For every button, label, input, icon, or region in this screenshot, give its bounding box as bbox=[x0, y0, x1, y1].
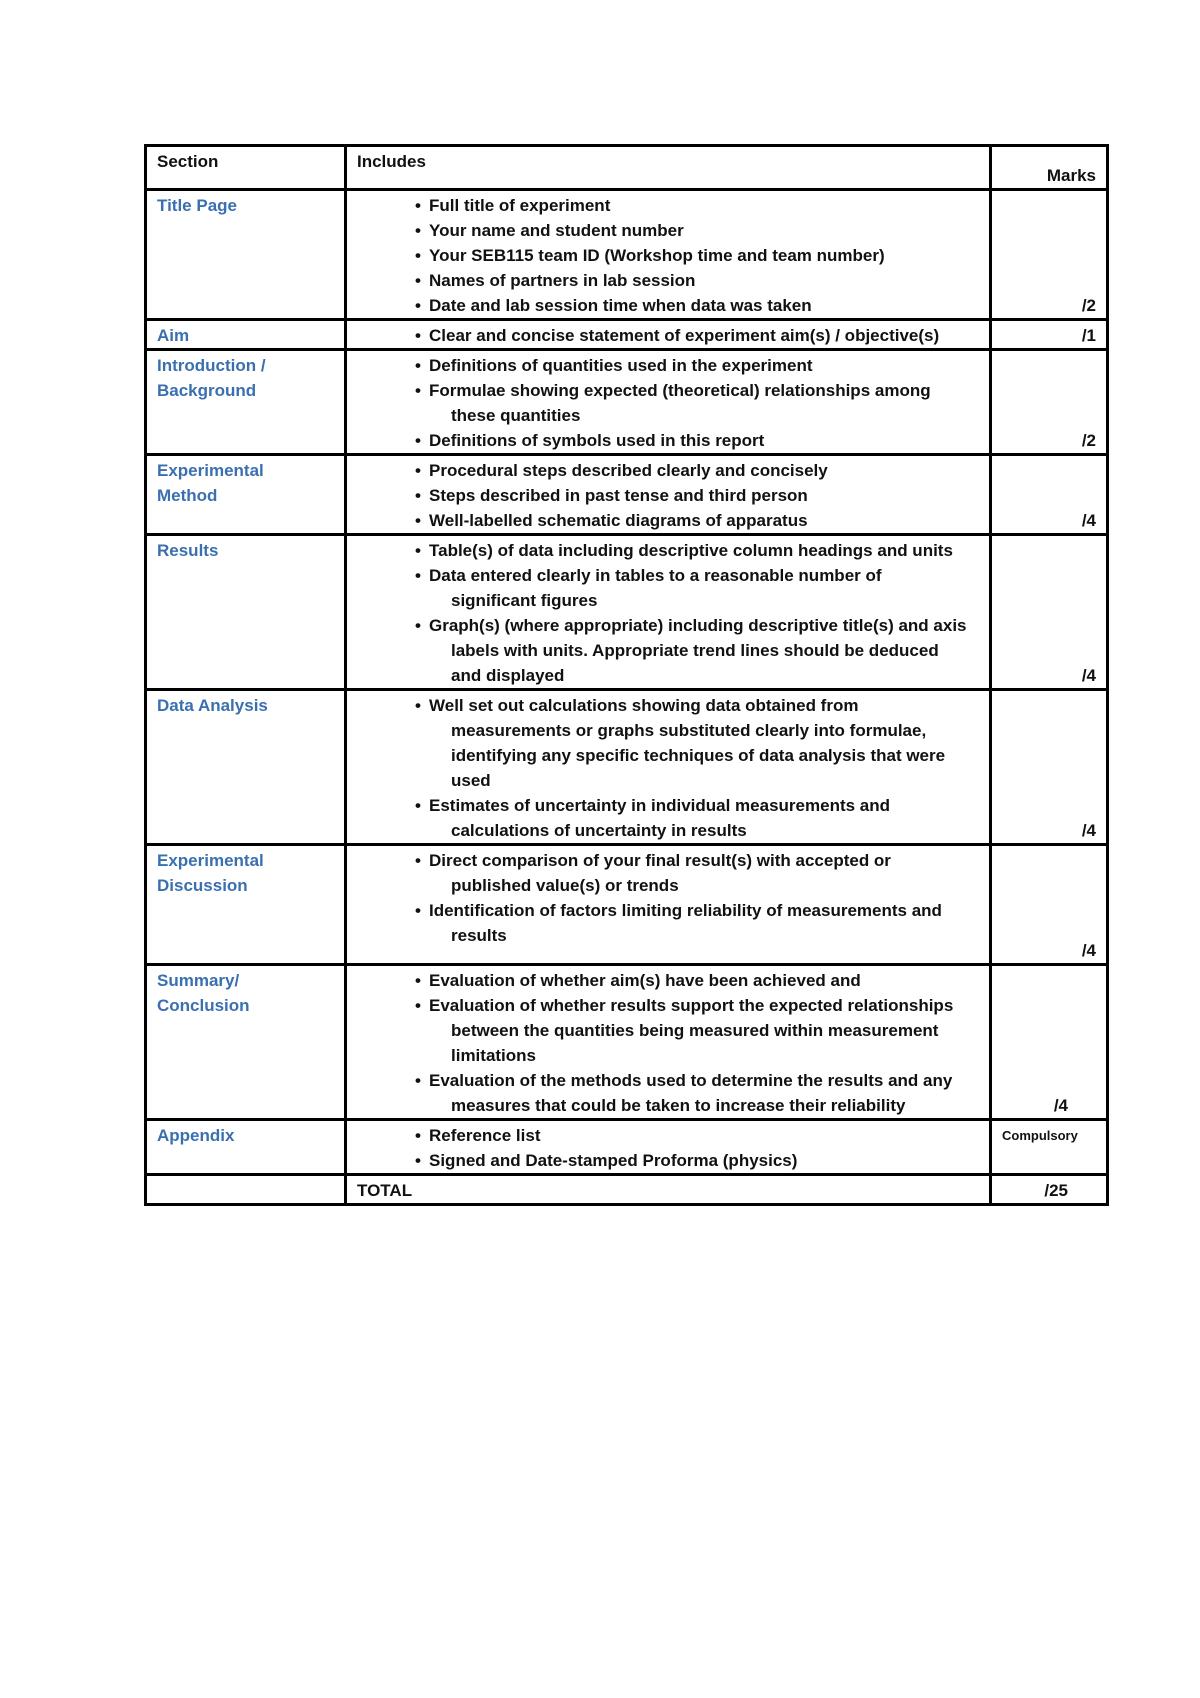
includes-list bbox=[357, 538, 981, 688]
includes-cell bbox=[346, 965, 991, 1120]
total-marks: /25 bbox=[1044, 1181, 1068, 1200]
bullet-icon: • bbox=[415, 246, 421, 265]
total-label: TOTAL bbox=[346, 1175, 991, 1205]
rubric-row bbox=[146, 690, 1108, 845]
list-item bbox=[415, 458, 981, 483]
bullet-icon: • bbox=[415, 796, 421, 815]
section-name: Title Page bbox=[146, 190, 346, 320]
section-name: Aim bbox=[146, 320, 346, 350]
list-item-text: and displayed bbox=[451, 666, 565, 685]
list-item bbox=[415, 508, 981, 533]
marks-value: /1 bbox=[1081, 326, 1096, 345]
list-item-text: measures that could be taken to increase their reliability bbox=[451, 1096, 906, 1115]
total-row bbox=[146, 1175, 1108, 1205]
includes-list bbox=[357, 193, 981, 318]
bullet-icon: • bbox=[415, 221, 421, 240]
marks-value: /2 bbox=[1081, 431, 1096, 450]
list-item bbox=[415, 968, 981, 993]
bullet-icon: • bbox=[415, 511, 421, 530]
section-name: Appendix bbox=[146, 1120, 346, 1175]
list-item-text: Table(s) of data including descriptive column headings and units bbox=[429, 541, 953, 560]
section-name: Experimental Method bbox=[146, 455, 346, 535]
marks-value: Compulsory bbox=[1002, 1128, 1078, 1143]
includes-cell bbox=[346, 455, 991, 535]
bullet-icon: • bbox=[415, 356, 421, 375]
rubric-row bbox=[146, 1120, 1108, 1175]
includes-cell bbox=[346, 1120, 991, 1175]
includes-list bbox=[357, 323, 981, 348]
rubric-row bbox=[146, 320, 1108, 350]
bullet-icon: • bbox=[415, 616, 421, 635]
list-item bbox=[415, 1148, 981, 1173]
marks-value: /4 bbox=[1053, 1096, 1068, 1115]
list-item-text: Identification of factors limiting reliability of measurements and bbox=[429, 901, 942, 920]
list-item-text: identifying any specific techniques of data analysis that were bbox=[451, 746, 946, 765]
list-item bbox=[415, 793, 981, 843]
list-item bbox=[415, 353, 981, 378]
includes-list bbox=[357, 1123, 981, 1173]
list-item-text: Your name and student number bbox=[429, 221, 684, 240]
includes-cell bbox=[346, 535, 991, 690]
list-item bbox=[415, 898, 981, 948]
list-item bbox=[415, 693, 981, 793]
list-item-text: calculations of uncertainty in results bbox=[451, 821, 747, 840]
bullet-icon: • bbox=[415, 486, 421, 505]
list-item bbox=[415, 538, 981, 563]
bullet-icon: • bbox=[415, 1126, 421, 1145]
rubric-row bbox=[146, 535, 1108, 690]
list-item-text: Reference list bbox=[429, 1126, 541, 1145]
section-name: Introduction / Background bbox=[146, 350, 346, 455]
section-name: Results bbox=[146, 535, 346, 690]
list-item-text: used bbox=[451, 771, 491, 790]
list-item-text: labels with units. Appropriate trend lines should be deduced bbox=[451, 641, 939, 660]
includes-cell bbox=[346, 320, 991, 350]
list-item bbox=[415, 613, 981, 688]
list-item-text: these quantities bbox=[451, 406, 581, 425]
marks-cell bbox=[991, 535, 1108, 690]
list-item bbox=[415, 378, 981, 428]
list-item-text: results bbox=[451, 926, 507, 945]
marks-value: /4 bbox=[1081, 821, 1096, 840]
list-item bbox=[415, 483, 981, 508]
list-item-text: Data entered clearly in tables to a reasonable number of bbox=[429, 566, 882, 585]
list-item bbox=[415, 848, 981, 898]
marks-value: /2 bbox=[1081, 296, 1096, 315]
marks-cell bbox=[991, 965, 1108, 1120]
bullet-icon: • bbox=[415, 971, 421, 990]
rubric-row bbox=[146, 190, 1108, 320]
list-item bbox=[415, 563, 981, 613]
list-item-text: Definitions of symbols used in this report bbox=[429, 431, 765, 450]
section-name: Summary/ Conclusion bbox=[146, 965, 346, 1120]
header-section: Section bbox=[146, 146, 346, 190]
includes-list bbox=[357, 458, 981, 533]
bullet-icon: • bbox=[415, 566, 421, 585]
marks-cell bbox=[991, 320, 1108, 350]
list-item-text: Definitions of quantities used in the experiment bbox=[429, 356, 813, 375]
list-item-text: Formulae showing expected (theoretical) relationships among bbox=[429, 381, 931, 400]
bullet-icon: • bbox=[415, 296, 421, 315]
list-item-text: Well-labelled schematic diagrams of apparatus bbox=[429, 511, 808, 530]
list-item-text: Direct comparison of your final result(s) with accepted or bbox=[429, 851, 891, 870]
includes-list bbox=[357, 968, 981, 1118]
list-item-text: Full title of experiment bbox=[429, 196, 611, 215]
list-item-text: Your SEB115 team ID (Workshop time and team number) bbox=[429, 246, 885, 265]
rubric-row bbox=[146, 845, 1108, 965]
marks-value: /4 bbox=[1081, 941, 1096, 960]
list-item-text: Names of partners in lab session bbox=[429, 271, 696, 290]
bullet-icon: • bbox=[415, 1151, 421, 1170]
total-empty-cell bbox=[146, 1175, 346, 1205]
total-marks-cell bbox=[991, 1175, 1108, 1205]
list-item-text: Clear and concise statement of experiment aim(s) / objective(s) bbox=[429, 326, 940, 345]
marks-cell bbox=[991, 350, 1108, 455]
bullet-icon: • bbox=[415, 461, 421, 480]
bullet-icon: • bbox=[415, 696, 421, 715]
includes-list bbox=[357, 353, 981, 453]
list-item-text: measurements or graphs substituted clearly into formulae, bbox=[451, 721, 927, 740]
header-row bbox=[146, 146, 1108, 190]
bullet-icon: • bbox=[415, 996, 421, 1015]
list-item bbox=[415, 1068, 981, 1118]
list-item-text: Well set out calculations showing data obtained from bbox=[429, 696, 859, 715]
bullet-icon: • bbox=[415, 326, 421, 345]
includes-list bbox=[357, 848, 981, 948]
marks-cell bbox=[991, 1120, 1108, 1175]
list-item-text: significant figures bbox=[451, 591, 598, 610]
bullet-icon: • bbox=[415, 381, 421, 400]
list-item-text: between the quantities being measured within measurement bbox=[451, 1021, 939, 1040]
marks-cell bbox=[991, 690, 1108, 845]
header-marks: Marks bbox=[1046, 166, 1096, 185]
list-item-text: Evaluation of whether aim(s) have been achieved and bbox=[429, 971, 861, 990]
includes-cell bbox=[346, 350, 991, 455]
list-item-text: Estimates of uncertainty in individual measurements and bbox=[429, 796, 891, 815]
marks-cell bbox=[991, 845, 1108, 965]
marks-cell bbox=[991, 455, 1108, 535]
marks-cell bbox=[991, 190, 1108, 320]
list-item-text: Graph(s) (where appropriate) including descriptive title(s) and axis bbox=[429, 616, 967, 635]
bullet-icon: • bbox=[415, 1071, 421, 1090]
list-item bbox=[415, 243, 981, 268]
list-item-text: Date and lab session time when data was taken bbox=[429, 296, 812, 315]
list-item bbox=[415, 268, 981, 293]
rubric-row bbox=[146, 455, 1108, 535]
rubric-row bbox=[146, 350, 1108, 455]
bullet-icon: • bbox=[415, 196, 421, 215]
list-item-text: limitations bbox=[451, 1046, 537, 1065]
marks-value: /4 bbox=[1081, 511, 1096, 530]
includes-cell bbox=[346, 690, 991, 845]
includes-list bbox=[357, 693, 981, 843]
list-item-text: Evaluation of the methods used to determine the results and any bbox=[429, 1071, 953, 1090]
header-marks-cell bbox=[991, 146, 1108, 190]
section-name: Data Analysis bbox=[146, 690, 346, 845]
rubric-row bbox=[146, 965, 1108, 1120]
list-item bbox=[415, 428, 981, 453]
list-item bbox=[415, 218, 981, 243]
list-item-text: Steps described in past tense and third person bbox=[429, 486, 808, 505]
list-item bbox=[415, 323, 981, 348]
bullet-icon: • bbox=[415, 271, 421, 290]
marks-value: /4 bbox=[1081, 666, 1096, 685]
list-item bbox=[415, 193, 981, 218]
marking-rubric-table bbox=[144, 144, 1109, 1206]
header-includes: Includes bbox=[346, 146, 991, 190]
includes-cell bbox=[346, 190, 991, 320]
list-item-text: published value(s) or trends bbox=[451, 876, 679, 895]
list-item bbox=[415, 1123, 981, 1148]
bullet-icon: • bbox=[415, 901, 421, 920]
section-name: Experimental Discussion bbox=[146, 845, 346, 965]
bullet-icon: • bbox=[415, 541, 421, 560]
list-item bbox=[415, 993, 981, 1068]
list-item bbox=[415, 293, 981, 318]
bullet-icon: • bbox=[415, 851, 421, 870]
list-item-text: Evaluation of whether results support the expected relationships bbox=[429, 996, 954, 1015]
bullet-icon: • bbox=[415, 431, 421, 450]
list-item-text: Signed and Date-stamped Proforma (physics) bbox=[429, 1151, 798, 1170]
includes-cell bbox=[346, 845, 991, 965]
list-item-text: Procedural steps described clearly and concisely bbox=[429, 461, 828, 480]
